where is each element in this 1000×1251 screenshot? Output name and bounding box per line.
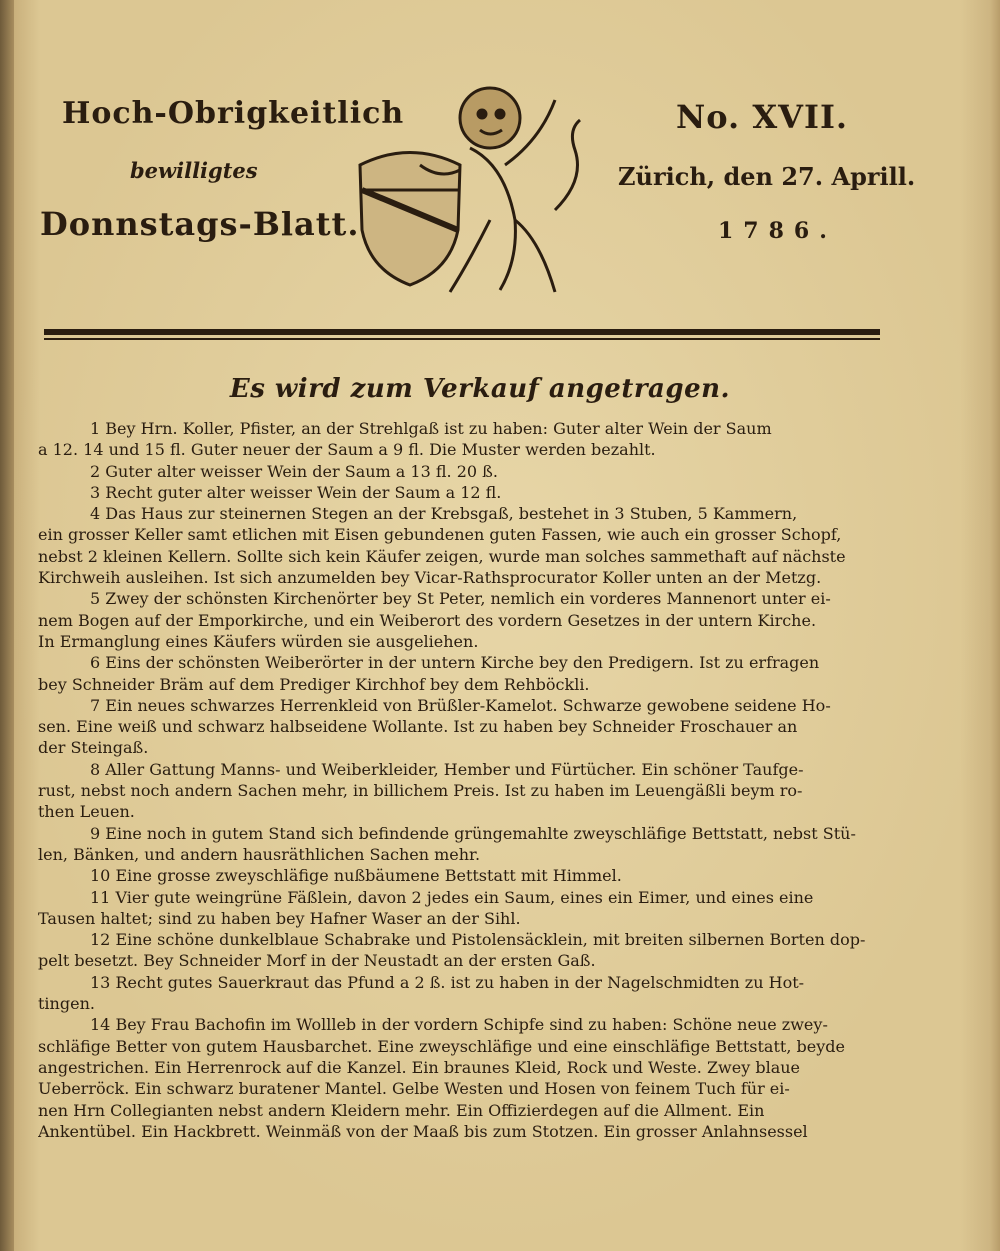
text-line: ein grosser Keller samt etlichen mit Eisen gebundenen guten Fassen, wie auch ein grosser Schopf, — [38, 525, 842, 545]
text-line: bey Schneider Bräm auf dem Prediger Kirchhof bey dem Rehböckli. — [38, 674, 590, 694]
masthead-title: Donnstags-Blatt. — [40, 205, 360, 243]
article-body — [38, 418, 888, 1142]
text-line: 10 Eine grosse zweyschläfige nußbäumene Bettstatt mit Himmel. — [90, 866, 622, 886]
text-line: Kirchweih ausleihen. Ist sich anzumelden bey Vicar-Rathsprocurator Koller unten an der Metzg. — [38, 568, 822, 588]
text-line: 1 Bey Hrn. Koller, Pfister, an der Strehlgaß ist zu haben: Guter alter Wein der Saum — [90, 419, 772, 438]
masthead-line-2: bewilligtes — [130, 158, 258, 183]
text-line: a 12. 14 und 15 fl. Guter neuer der Saum a 9 fl. Die Muster werden bezahlt. — [38, 440, 656, 460]
lion-shield-emblem-icon — [340, 70, 610, 300]
text-line: nen Hrn Collegianten nebst andern Kleidern mehr. Ein Offizierdegen auf die Allment. Ein — [38, 1100, 765, 1120]
text-line: rust, nebst noch andern Sachen mehr, in billichem Preis. Ist zu haben im Leuengäßli beym ro- — [38, 781, 803, 801]
text-line: 3 Recht guter alter weisser Wein der Saum a 12 fl. — [90, 482, 502, 502]
masthead-line-1: Hoch-Obrigkeitlich — [62, 96, 405, 131]
text-line: Ankentübel. Ein Hackbrett. Weinmäß von der Maaß bis zum Stotzen. Ein grosser Anlahnsessel — [38, 1121, 808, 1141]
text-line: tingen. — [38, 994, 95, 1014]
text-line: 5 Zwey der schönsten Kirchenörter bey St Peter, nemlich ein vorderes Mannenort unter ei- — [90, 589, 831, 609]
text-line: len, Bänken, und andern hausräthlichen Sachen mehr. — [38, 844, 481, 864]
text-line: nem Bogen auf der Emporkirche, und ein Weiberort des vordern Gesetzes in der untern Kirche. — [38, 610, 817, 630]
text-line: 6 Eins der schönsten Weiberörter in der untern Kirche bey den Predigern. Ist zu erfragen — [90, 653, 820, 673]
text-line: 12 Eine schöne dunkelblaue Schabrake und Pistolensäcklein, mit breiten silbernen Borten dop- — [90, 930, 866, 950]
text-line: 2 Guter alter weisser Wein der Saum a 13 fl. 20 ß. — [90, 461, 498, 481]
section-heading: Es wird zum Verkauf angetragen. — [229, 374, 731, 404]
text-line: sen. Eine weiß und schwarz halbseidene Wollante. Ist zu haben bey Schneider Froschauer an — [38, 717, 798, 737]
text-line: 13 Recht gutes Sauerkraut das Pfund a 2 ß. ist zu haben in der Nagelschmidten zu Hot- — [90, 972, 805, 992]
issue-date: Zürich, den 27. Aprill. — [618, 162, 916, 191]
text-line: then Leuen. — [38, 802, 135, 822]
text-line: In Ermanglung eines Käufers würden sie ausgeliehen. — [38, 631, 479, 651]
text-line: angestrichen. Ein Herrenrock auf die Kanzel. Ein braunes Kleid, Rock und Weste. Zwey blaue — [38, 1057, 801, 1077]
text-line: 7 Ein neues schwarzes Herrenkleid von Brüßler-Kamelot. Schwarze gewobene seidene Ho- — [90, 695, 831, 715]
text-line: nebst 2 kleinen Kellern. Sollte sich kein Käufer zeigen, wurde man solches sammethaft auf nächste — [38, 546, 846, 566]
text-line: 4 Das Haus zur steinernen Stegen an der Krebsgaß, bestehet in 3 Stuben, 5 Kammern, — [90, 504, 798, 524]
text-line: Ueberröck. Ein schwarz buratener Mantel. Gelbe Westen und Hosen von feinem Tuch für ei- — [38, 1079, 790, 1099]
book-spine-shadow — [0, 0, 14, 1251]
text-line: pelt besetzt. Bey Schneider Morf in der Neustadt an der ersten Gaß. — [38, 951, 596, 971]
issue-number: No. XVII. — [676, 98, 849, 136]
text-line: 14 Bey Frau Bachofin im Wollleb in der vordern Schipfe sind zu haben: Schöne neue zwey- — [90, 1015, 828, 1035]
text-line: Tausen haltet; sind zu haben bey Hafner Waser an der Sihl. — [38, 908, 521, 928]
text-line: 8 Aller Gattung Manns- und Weiberkleider, Hember und Fürtücher. Ein schöner Taufge- — [90, 759, 804, 779]
masthead-divider — [44, 326, 880, 342]
text-line: schläfige Better von gutem Hausbarchet. Eine zweyschläfige und eine einschläfige Bettstatt, beyde — [38, 1036, 845, 1056]
text-line: der Steingaß. — [38, 738, 149, 758]
text-line: 11 Vier gute weingrüne Fäßlein, davon 2 jedes ein Saum, eines ein Eimer, und eines eine — [90, 887, 814, 907]
text-line: 9 Eine noch in gutem Stand sich befindende grüngemahlte zweyschläfige Bettstatt, nebst Stü- — [90, 823, 856, 843]
issue-year: 1786. — [718, 218, 837, 244]
